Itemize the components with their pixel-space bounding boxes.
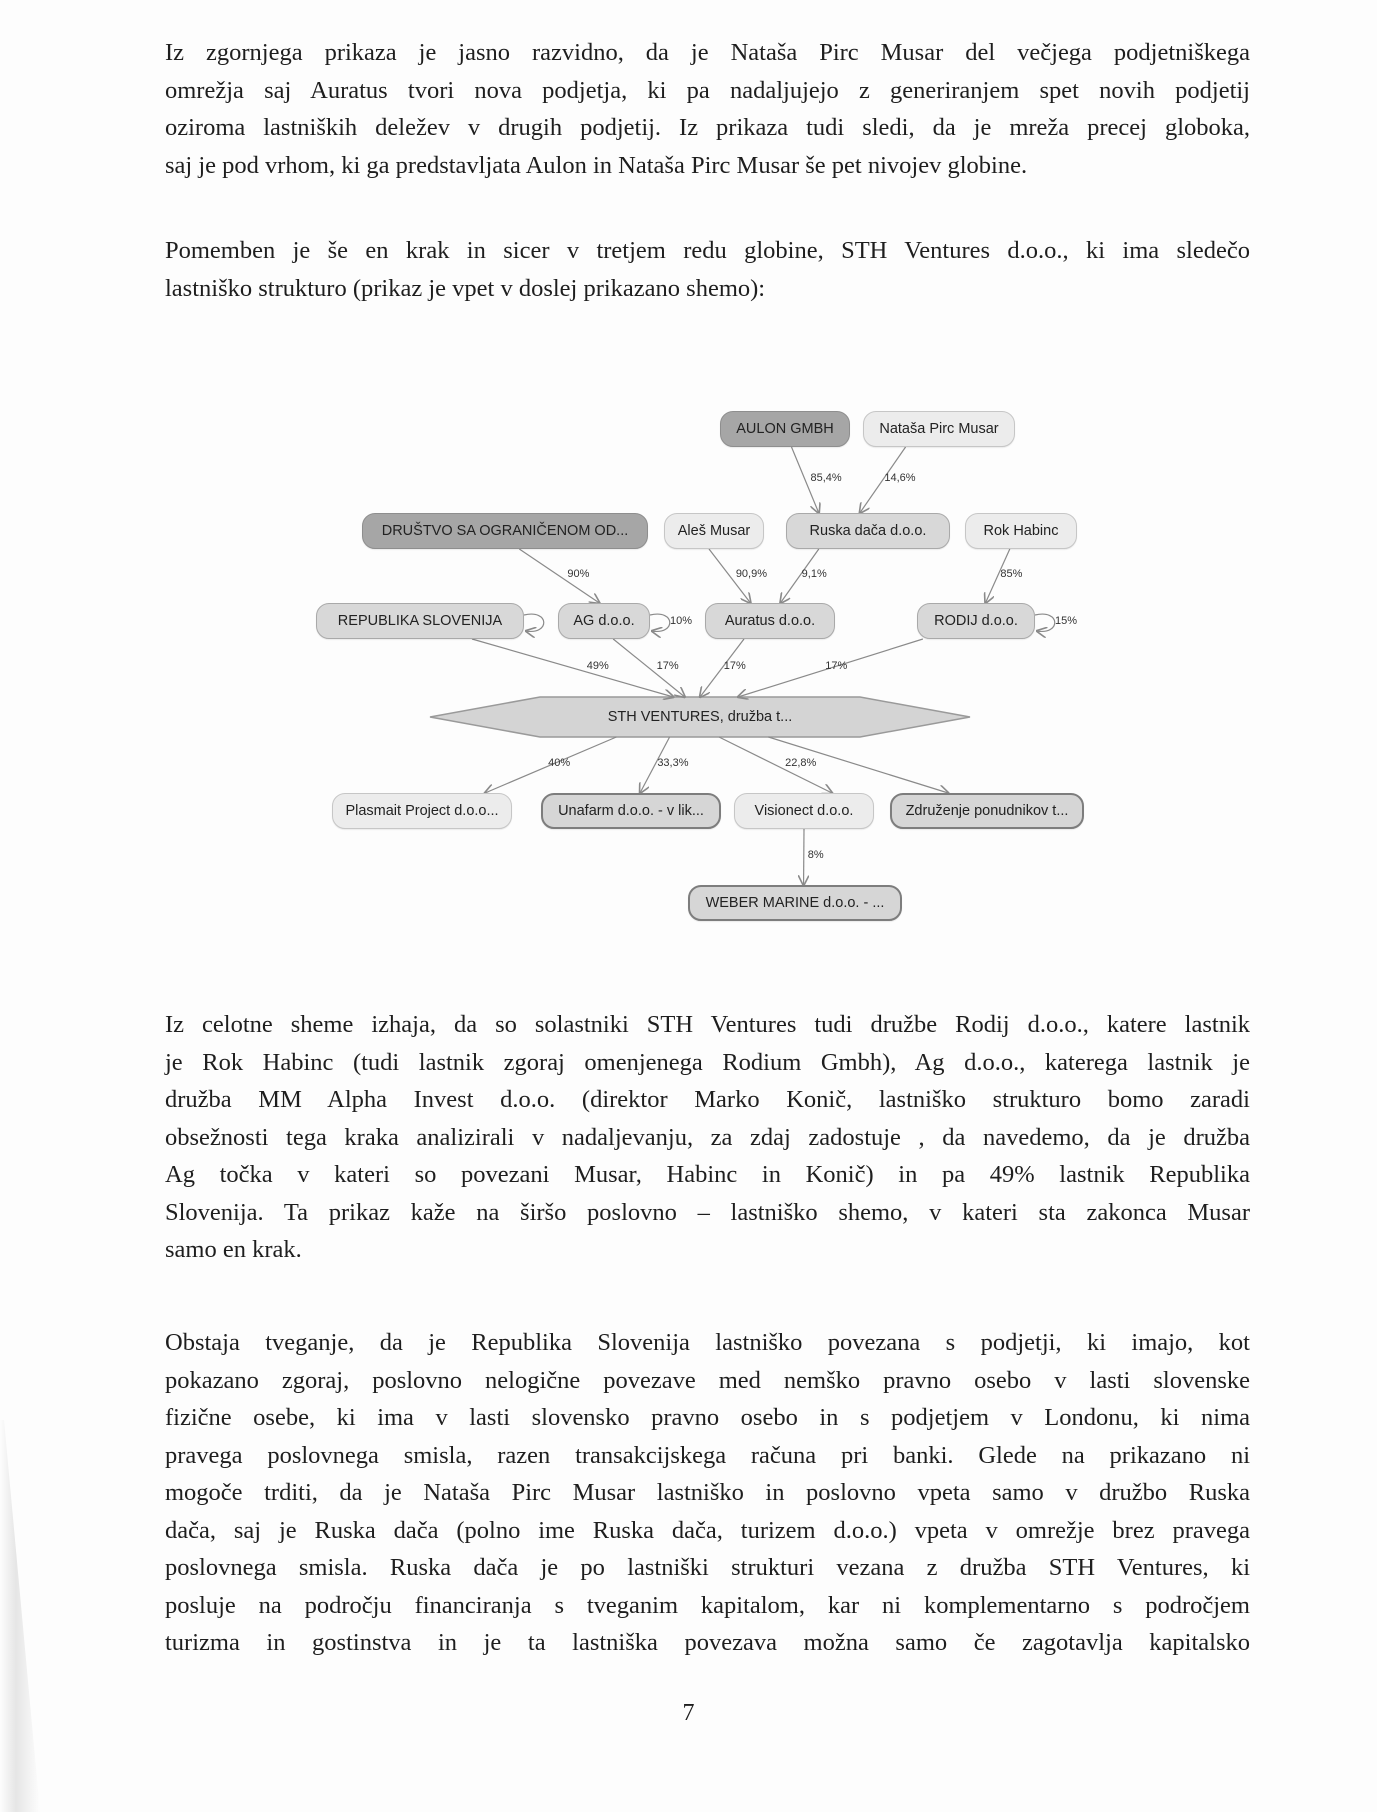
- paragraph-2: [165, 232, 1250, 307]
- node-natasa: Nataša Pirc Musar: [863, 411, 1015, 447]
- edge-label-rodij-to-sth: 17%: [825, 660, 848, 672]
- node-republika: REPUBLIKA SLOVENIJA: [316, 603, 524, 639]
- edge-label-auratus-to-sth: 17%: [723, 660, 746, 672]
- node-ruska: Ruska dača d.o.o.: [786, 513, 950, 549]
- edge-label-sth-to-unafarm: 33,3%: [657, 757, 689, 769]
- edge-label-visionect-to-weber: 8%: [807, 849, 824, 861]
- paragraph-3: [165, 1006, 1250, 1269]
- text-line: saj je pod vrhom, ki ga predstavljata Aulon in Nataša Pirc Musar še pet nivojev globine.: [165, 151, 1028, 179]
- paragraph-1: [165, 34, 1250, 184]
- text-line: Ag točka v kateri so povezani Musar, Habinc in Konič) in pa 49% lastnik Republika: [165, 1161, 1250, 1188]
- text-line: Obstaja tveganje, da je Republika Slovenija lastniško povezana s podjetji, ki imajo, kot: [165, 1329, 1250, 1356]
- node-visionect: Visionect d.o.o.: [734, 793, 874, 829]
- text-line: poslovnega smisla. Ruska dača je po lastniški strukturi vezana z družba STH Ventures, ki: [165, 1554, 1250, 1581]
- node-plasmait: Plasmait Project d.o.o...: [332, 793, 512, 829]
- edge-self-loop-republika: [524, 614, 544, 631]
- text-line: fizične osebe, ki ima v lasti slovensko pravno osebo in s podjetjem v Londonu, ki nima: [165, 1404, 1250, 1431]
- node-zdruzenje: Združenje ponudnikov t...: [890, 793, 1084, 829]
- edge-label-ag-to-sth: 17%: [656, 660, 679, 672]
- edge-self-loop-ag: [650, 614, 670, 631]
- text-line: obsežnosti tega kraka analizirali v nadaljevanju, za zdaj zadostuje , da navedemo, da je družba: [165, 1123, 1250, 1151]
- text-line: turizma in gostinstva in je ta lastniška povezava možna samo če zagotavlja kapitalsko: [165, 1629, 1250, 1656]
- edge-label-ruska-to-auratus: 9,1%: [801, 568, 827, 580]
- edge-self-loop-rodij: [1035, 614, 1055, 631]
- scan-page-edge-shadow: [0, 1420, 40, 1812]
- edge-label-aulon-to-ruska: 85,4%: [810, 472, 842, 484]
- text-line: družba MM Alpha Invest d.o.o. (direktor Marko Konič, lastniško strukturo bomo zaradi: [165, 1086, 1250, 1113]
- node-rodij: RODIJ d.o.o.: [917, 603, 1035, 639]
- edge-label-drustvo-to-ag: 90%: [567, 568, 590, 580]
- text-line: dača, saj je Ruska dača (polno ime Ruska dača, turizem d.o.o.) vpeta v omrežje brez pravega: [165, 1516, 1250, 1544]
- node-rok: Rok Habinc: [965, 513, 1077, 549]
- text-line: lastniško strukturo (prikaz je vpet v doslej prikazano shemo):: [165, 274, 766, 302]
- edge-label-rodij-self: 15%: [1055, 615, 1078, 627]
- edge-label-sth-to-visionect: 22,8%: [785, 757, 817, 769]
- edge-label-ales-to-auratus: 90,9%: [735, 568, 768, 580]
- paragraph-4: [165, 1324, 1250, 1662]
- edge-label-republika-to-sth: 49%: [586, 660, 609, 672]
- text-line: samo en krak.: [165, 1236, 302, 1263]
- edge-republika-to-sth: [472, 639, 673, 697]
- page-number: 7: [682, 1700, 695, 1726]
- text-line: mogoče trditi, da je Nataša Pirc Musar lastniško in poslovno vpeta samo v družbo Ruska: [165, 1479, 1250, 1506]
- text-line: omrežja saj Auratus tvori nova podjetja, ki pa nadaljujejo z generiranjem spet novih podjetij: [165, 76, 1250, 104]
- ownership-diagram: [300, 395, 1100, 935]
- text-line: Slovenija. Ta prikaz kaže na širšo poslovno – lastniško shemo, v kateri sta zakonca Musar: [165, 1198, 1250, 1226]
- node-weber: WEBER MARINE d.o.o. - ...: [688, 885, 902, 921]
- edge-label-natasa-to-ruska: 14,6%: [884, 472, 916, 484]
- node-aulon: AULON GMBH: [720, 411, 850, 447]
- text-line: je Rok Habinc (tudi lastnik zgoraj omenjenega Rodium Gmbh), Ag d.o.o., katerega lastnik je: [165, 1048, 1250, 1076]
- edge-label-ag-self: 10%: [670, 615, 693, 627]
- node-ales: Aleš Musar: [664, 513, 764, 549]
- node-ag: AG d.o.o.: [558, 603, 650, 639]
- diagram-edges: [300, 395, 1100, 935]
- node-drustvo: DRUŠTVO SA OGRANIČENOM OD...: [362, 513, 648, 549]
- node-unafarm: Unafarm d.o.o. - v lik...: [541, 793, 721, 829]
- text-line: pravega poslovnega smisla, razen transakcijskega računa pri banki. Glede na prikazano ni: [165, 1441, 1250, 1469]
- edge-label-rok-to-rodij: 85%: [1000, 568, 1023, 580]
- text-line: pokazano zgoraj, poslovno nelogične povezave med nemško pravno osebo v lasti slovenske: [165, 1366, 1250, 1394]
- node-auratus: Auratus d.o.o.: [705, 603, 835, 639]
- text-line: posluje na področju financiranja s tveganim kapitalom, kar ni komplementarno s področjem: [165, 1591, 1250, 1619]
- text-line: oziroma lastniških deležev v drugih podjetij. Iz prikaza tudi sledi, da je mreža precej globoka,: [165, 114, 1250, 141]
- text-line: Pomemben je še en krak in sicer v tretjem redu globine, STH Ventures d.o.o., ki ima sledečo: [165, 237, 1250, 264]
- text-line: Iz zgornjega prikaza je jasno razvidno, da je Nataša Pirc Musar del večjega podjetniškega: [165, 39, 1250, 66]
- node-sth: STH VENTURES, družba t...: [607, 709, 793, 725]
- edge-label-sth-to-plasmait: 40%: [548, 757, 571, 769]
- text-line: Iz celotne sheme izhaja, da so solastniki STH Ventures tudi družbe Rodij d.o.o., katere lastnik: [165, 1011, 1250, 1038]
